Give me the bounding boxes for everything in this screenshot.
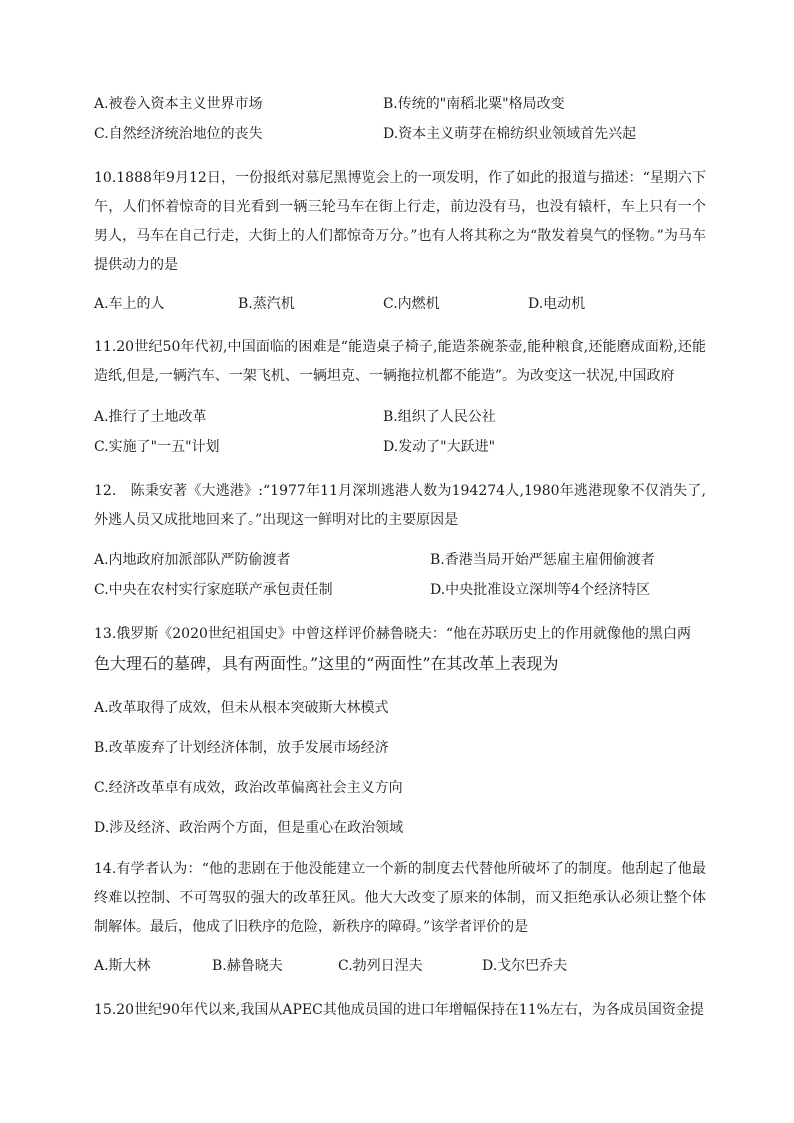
- q10-stem: 10.1888年9月12日，一份报纸对慕尼黑博览会上的一项发明，作了如此的报道与描述：“星期六下午，人们怀着惊奇的目光看到一辆三轮马车在街上行走，前边没有马，也没有辕杆，车上只有一个男人，马车在自己行走，大街上的人们都惊奇万分。”也有人将其称之为“散发着臭气的怪物。”为马车提供动力的是: [94, 170, 706, 273]
- q10-option-b: B.蒸汽机: [238, 296, 295, 312]
- q13-option-b: B.改革废弃了计划经济体制，放手发展市场经济: [94, 740, 389, 756]
- q14-stem: 14.有学者认为：“他的悲剧在于他没能建立一个新的制度去代替他所破坏了的制度。他刮起了他最终难以控制、不可驾驭的强大的改革狂风。他大大改变了原来的体制，而又拒绝承认必须让整个体制解体。最后，他成了旧秩序的危险，新秩序的障碍。”该学者评价的是: [94, 861, 706, 935]
- q13-option-d: D.涉及经济、政治两个方面，但是重心在政治领域: [94, 820, 404, 836]
- q9-option-b: B.传统的"南稻北粟"格局改变: [383, 96, 565, 112]
- q14-option-c: C.勃列日涅夫: [338, 958, 423, 974]
- q15-stem: 15.20世纪90年代以来,我国从APEC其他成员国的进口年增幅保持在11%左右，为各成员国资金提: [94, 1002, 704, 1018]
- q14-option-b: B.赫鲁晓夫: [212, 958, 283, 974]
- q11-option-c: C.实施了"一五"计划: [94, 439, 220, 455]
- q10-option-d: D.电动机: [528, 296, 586, 312]
- q12-option-b: B.香港当局开始严惩雇主雇佣偷渡者: [430, 552, 655, 568]
- q11-option-d: D.发动了"大跃进": [383, 439, 496, 455]
- q12-option-c: C.中央在农村实行家庭联产承包责任制: [94, 582, 333, 598]
- q10-option-c: C.内燃机: [383, 296, 440, 312]
- q13-stem-line-2: 色大理石的墓碑，具有两面性。”这里的“两面性”在其改革上表现为: [94, 654, 559, 673]
- q9-option-c: C.自然经济统治地位的丧失: [94, 126, 263, 142]
- q11-option-a: A.推行了土地改革: [94, 409, 207, 425]
- q14-option-d: D.戈尔巴乔夫: [482, 958, 568, 974]
- q13-stem-line-1: 13.俄罗斯《2020世纪祖国史》中曾这样评价赫鲁晓夫：“他在苏联历史上的作用就像他的黑白两: [94, 626, 692, 642]
- q12-option-d: D.中央批准设立深圳等4个经济特区: [430, 582, 651, 598]
- q11-option-b: B.组织了人民公社: [383, 409, 496, 425]
- q13-option-a: A.改革取得了成效，但未从根本突破斯大林模式: [94, 700, 389, 716]
- q12-stem: 12. 陈秉安著《大逃港》:“1977年11月深圳逃港人数为194274人,1980年逃港现象不仅消失了,外逃人员又成批地回来了。”出现这一鲜明对比的主要原因是: [94, 483, 706, 528]
- q13-option-c: C.经济改革卓有成效，政治改革偏离社会主义方向: [94, 780, 403, 796]
- q12-option-a: A.内地政府加派部队严防偷渡者: [94, 552, 291, 568]
- q11-stem: 11.20世纪50年代初,中国面临的困难是“能造桌子椅子,能造茶碗茶壶,能种粮食,还能磨成面粉,还能造纸,但是,一辆汽车、一架飞机、一辆坦克、一辆拖拉机都不能造”。为改变这一状况,中国政府: [94, 339, 706, 384]
- q10-option-a: A.车上的人: [94, 296, 165, 312]
- q9-option-a: A.被卷入资本主义世界市场: [94, 96, 263, 112]
- q14-option-a: A.斯大林: [94, 958, 151, 974]
- q9-option-d: D.资本主义萌芽在棉纺织业领域首先兴起: [383, 126, 637, 142]
